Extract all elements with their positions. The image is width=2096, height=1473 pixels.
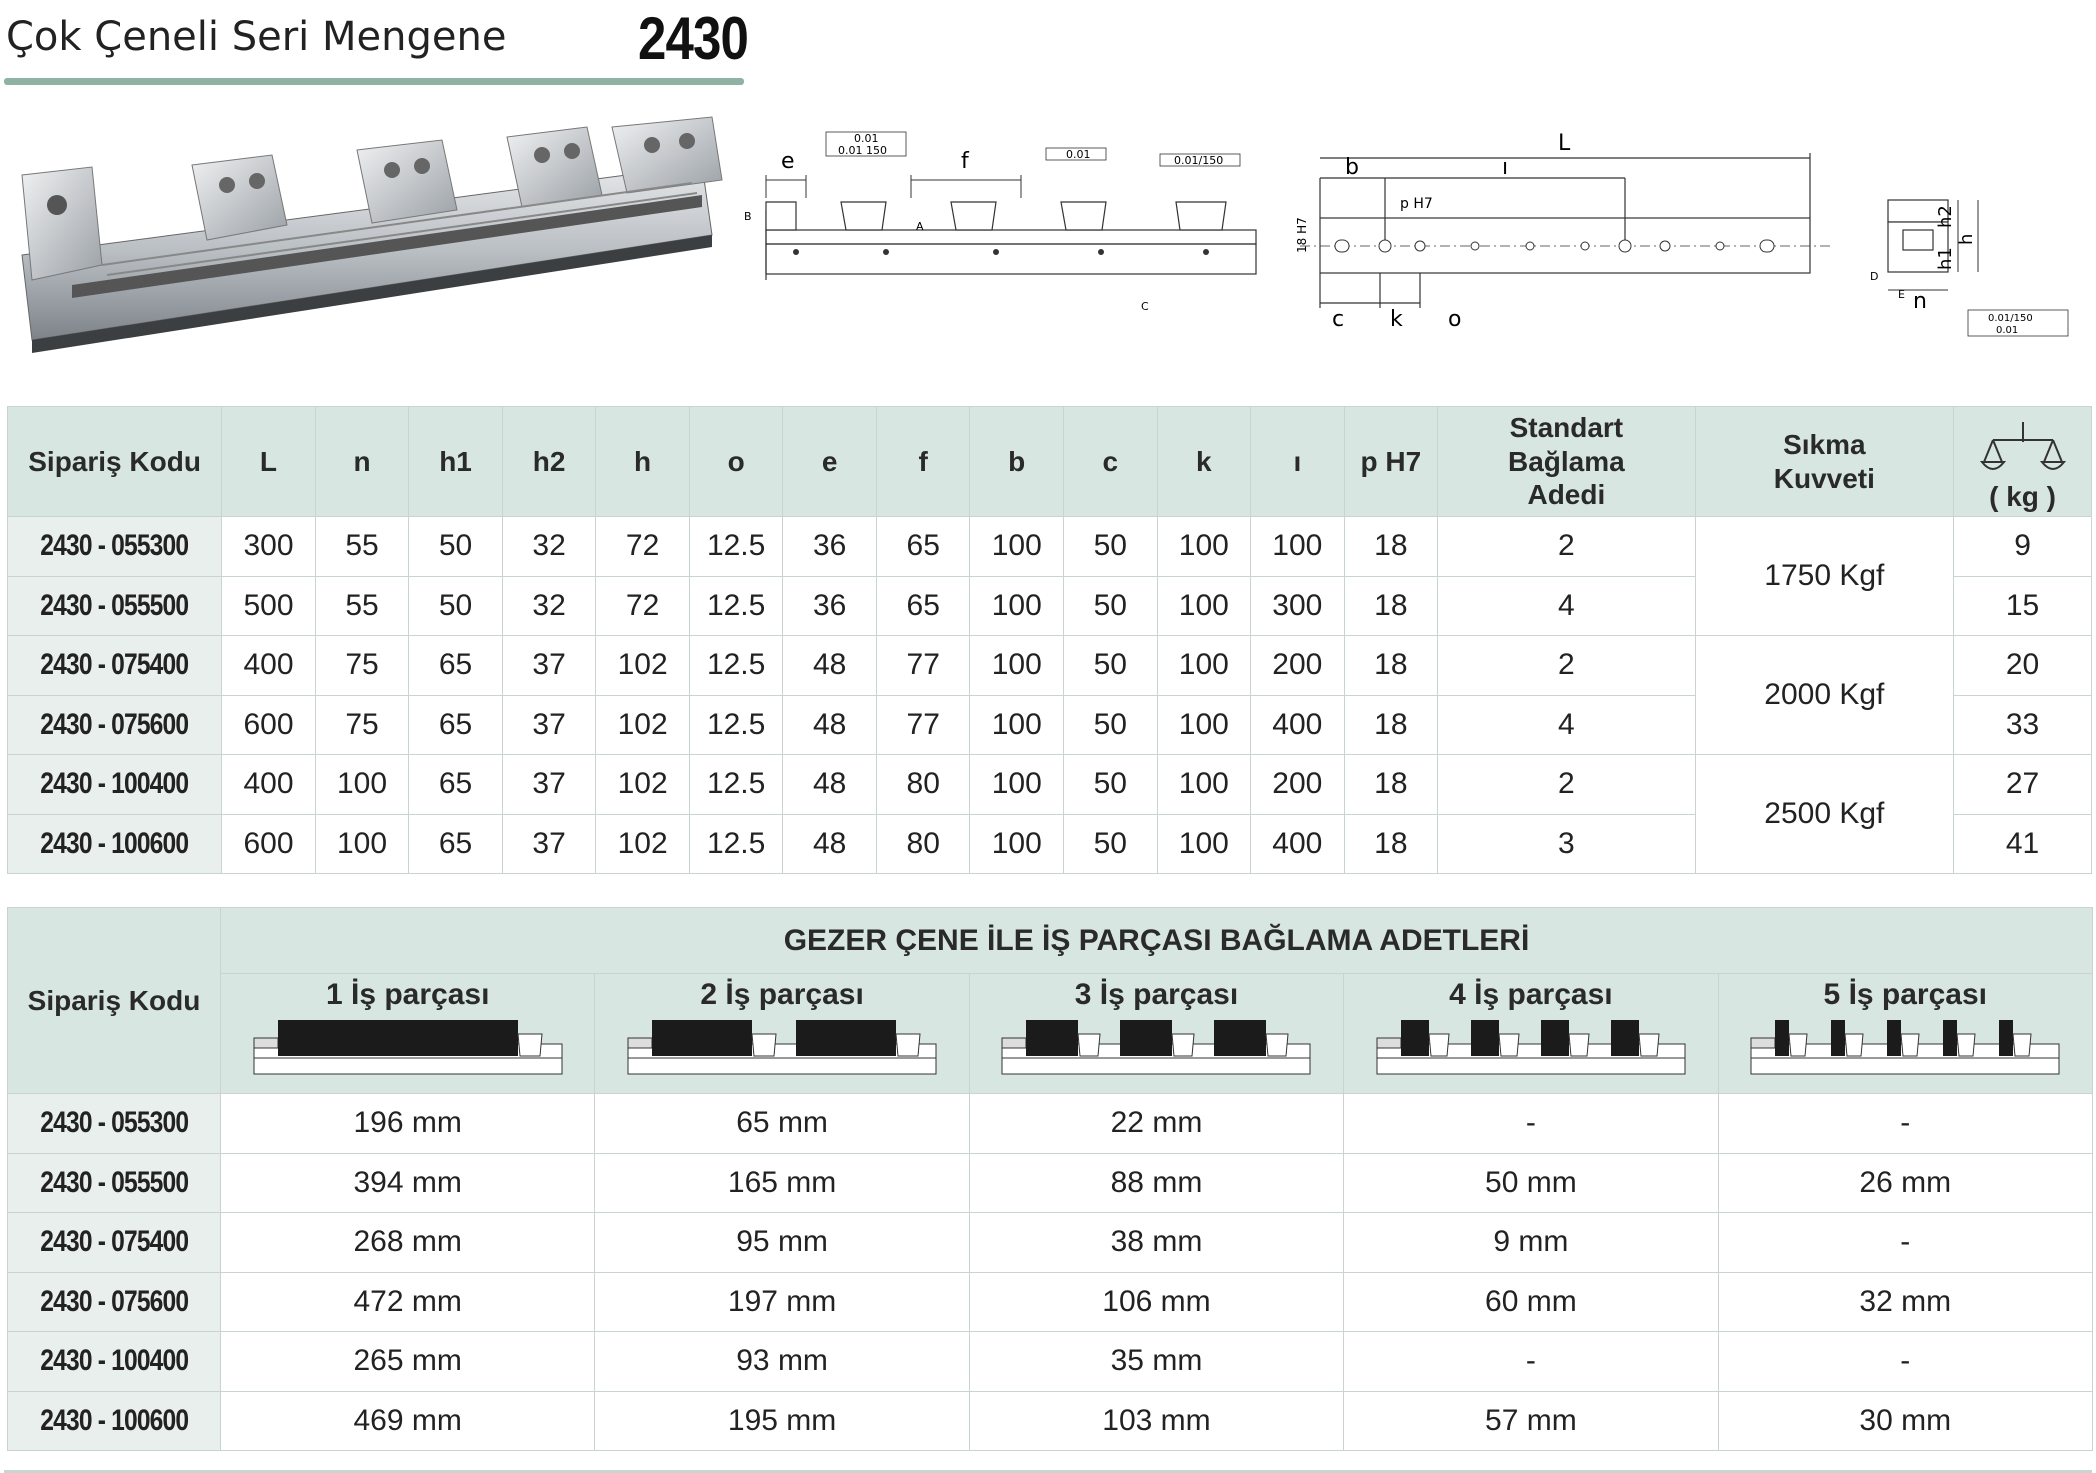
workpiece-col-1 (221, 974, 595, 1094)
tol-5: 0.01/150 (1988, 313, 2033, 324)
dim-L: L (1558, 131, 1571, 156)
tol-4: 0.01/150 (1174, 154, 1224, 167)
table-row (8, 1391, 2093, 1451)
header-cell: Sipariş Kodu (8, 407, 222, 517)
header-cell: Sıkma Kuvveti (1695, 407, 1953, 517)
spec-table (7, 406, 2092, 874)
cell: 36 (783, 576, 877, 636)
cell: 12.5 (689, 517, 783, 577)
workpiece-4-diagram (1375, 1020, 1687, 1076)
cell: 500 (222, 576, 316, 636)
cell: 197 mm (595, 1272, 969, 1332)
cell: 77 (876, 636, 970, 696)
header-cell: e (783, 407, 877, 517)
dim-pH7: p H7 (1400, 196, 1433, 212)
cell: 4 (1438, 576, 1695, 636)
cell: 77 (876, 695, 970, 755)
cell: 65 (876, 517, 970, 577)
cell: 65 (876, 576, 970, 636)
cell: 36 (783, 517, 877, 577)
weight-cell: 27 (1954, 755, 2092, 815)
cell: 472 mm (221, 1272, 595, 1332)
cell: 4 (1438, 695, 1695, 755)
dim-k: k (1390, 307, 1403, 332)
tol-3: 0.01 (1066, 148, 1091, 161)
workpiece-label: 5 İş parçası (1823, 978, 1987, 1011)
workpiece-2-diagram (626, 1020, 938, 1076)
ref-d: D (1870, 270, 1879, 283)
dim-h1: h1 (1935, 247, 1956, 270)
cell: 400 (222, 636, 316, 696)
order-code: 2430 - 075400 (8, 1213, 221, 1273)
weight-cell: 9 (1954, 517, 2092, 577)
cell: 75 (315, 636, 409, 696)
cell: 100 (1157, 695, 1251, 755)
cell: 26 mm (1718, 1153, 2092, 1213)
cell: 37 (502, 814, 596, 874)
workpiece-3-diagram (1000, 1020, 1312, 1076)
cell: 32 (502, 576, 596, 636)
cell: 50 (409, 517, 503, 577)
cell: 48 (783, 695, 877, 755)
cell: 102 (596, 695, 690, 755)
cell: 37 (502, 755, 596, 815)
cell: 50 (1064, 636, 1158, 696)
cell: 18 (1344, 695, 1438, 755)
weight-header (1954, 407, 2092, 517)
cell: 100 (315, 814, 409, 874)
cell: 65 (409, 755, 503, 815)
cell: 100 (1157, 517, 1251, 577)
cell: 102 (596, 636, 690, 696)
weight-cell: 41 (1954, 814, 2092, 874)
cell: 93 mm (595, 1332, 969, 1392)
order-code: 2430 - 100400 (8, 755, 222, 815)
cell: 268 mm (221, 1213, 595, 1273)
end-view-drawing (1868, 190, 2090, 345)
cell: 100 (1157, 755, 1251, 815)
tol-1: 0.01 (854, 132, 879, 145)
code-header: Sipariş Kodu (8, 908, 221, 1094)
cell: 80 (876, 814, 970, 874)
cell: 50 mm (1344, 1153, 1718, 1213)
tol-2: 0.01 150 (838, 144, 887, 157)
cell: 48 (783, 636, 877, 696)
cell: - (1344, 1332, 1718, 1392)
cell: 18 (1344, 576, 1438, 636)
cell: 37 (502, 636, 596, 696)
cell: 106 mm (969, 1272, 1343, 1332)
cell: 22 mm (969, 1094, 1343, 1154)
cell: 102 (596, 814, 690, 874)
ref-c: C (1141, 300, 1149, 313)
header-cell: k (1157, 407, 1251, 517)
cell: 100 (970, 517, 1064, 577)
order-code: 2430 - 055500 (8, 576, 222, 636)
cell: 32 mm (1718, 1272, 2092, 1332)
cell: 72 (596, 517, 690, 577)
header-cell: ı (1251, 407, 1345, 517)
cell: 400 (222, 755, 316, 815)
workpiece-col-3 (969, 974, 1343, 1094)
workpiece-label: 1 İş parçası (325, 978, 490, 1011)
dim-n: n (1913, 289, 1927, 314)
cell: 80 (876, 755, 970, 815)
cell: 100 (970, 755, 1064, 815)
workpiece-label: 4 İş parçası (1449, 978, 1613, 1011)
header-cell: h1 (409, 407, 503, 517)
cell: 12.5 (689, 576, 783, 636)
clamp-force: 2000 Kgf (1695, 636, 1953, 755)
cell: 50 (1064, 695, 1158, 755)
cell: 30 mm (1718, 1391, 2092, 1451)
cell: 65 (409, 636, 503, 696)
cell: 200 (1251, 636, 1345, 696)
header-cell: f (876, 407, 970, 517)
workpiece-col-5 (1718, 974, 2092, 1094)
cell: 103 mm (969, 1391, 1343, 1451)
cell: 394 mm (221, 1153, 595, 1213)
cell: 100 (1157, 814, 1251, 874)
ref-b: B (744, 210, 752, 223)
top-view-drawing (1290, 128, 1850, 333)
workpiece-1-diagram (252, 1020, 564, 1076)
ref-a: A (916, 220, 924, 233)
cell: 50 (1064, 755, 1158, 815)
cell: 400 (1251, 695, 1345, 755)
scale-icon (1978, 418, 2068, 480)
cell: 600 (222, 814, 316, 874)
header-cell: p H7 (1344, 407, 1438, 517)
cell: 12.5 (689, 695, 783, 755)
cell: 38 mm (969, 1213, 1343, 1273)
dim-c: c (1332, 307, 1345, 332)
clamp-header-row (8, 908, 2093, 974)
weight-unit: ( kg ) (1989, 481, 2056, 513)
cell: - (1718, 1213, 2092, 1273)
table-row (8, 1213, 2093, 1273)
cell: 18 (1344, 636, 1438, 696)
weight-cell: 15 (1954, 576, 2092, 636)
table-row (8, 1332, 2093, 1392)
cell: 600 (222, 695, 316, 755)
dim-b: b (1345, 155, 1359, 180)
order-code: 2430 - 055300 (8, 517, 222, 577)
cell: 100 (315, 755, 409, 815)
cell: 35 mm (969, 1332, 1343, 1392)
cell: 50 (1064, 814, 1158, 874)
clamp-force: 1750 Kgf (1695, 517, 1953, 636)
dim-h: h (1956, 233, 1977, 245)
cell: - (1718, 1094, 2092, 1154)
product-code: 2430 (638, 5, 749, 72)
cell: 55 (315, 576, 409, 636)
cell: 37 (502, 695, 596, 755)
cell: - (1718, 1332, 2092, 1392)
cell: 65 mm (595, 1094, 969, 1154)
cell: 100 (970, 695, 1064, 755)
table-row (8, 636, 2092, 696)
order-code: 2430 - 100600 (8, 814, 222, 874)
cell: 102 (596, 755, 690, 815)
weight-cell: 33 (1954, 695, 2092, 755)
cell: 65 (409, 695, 503, 755)
dim-o: o (1448, 307, 1462, 332)
order-code: 2430 - 075400 (8, 636, 222, 696)
title-underline (4, 78, 744, 85)
cell: 2 (1438, 755, 1695, 815)
cell: 48 (783, 755, 877, 815)
header-cell: Standart Bağlama Adedi (1438, 407, 1695, 517)
cell: 469 mm (221, 1391, 595, 1451)
header-cell: c (1064, 407, 1158, 517)
cell: 100 (970, 576, 1064, 636)
dim-e: e (781, 149, 795, 174)
cell: 100 (1157, 576, 1251, 636)
cell: 100 (1251, 517, 1345, 577)
dim-f: f (961, 149, 969, 174)
header-cell: L (222, 407, 316, 517)
clamp-subheader-row (8, 974, 2093, 1094)
header-cell: b (970, 407, 1064, 517)
header-cell: n (315, 407, 409, 517)
cell: 12.5 (689, 814, 783, 874)
table-row (8, 1094, 2093, 1154)
cell: 48 (783, 814, 877, 874)
cell: 12.5 (689, 755, 783, 815)
cell: 2 (1438, 517, 1695, 577)
cell: 9 mm (1344, 1213, 1718, 1273)
cell: 165 mm (595, 1153, 969, 1213)
workpiece-label: 3 İş parçası (1074, 978, 1239, 1011)
workpiece-col-2 (595, 974, 969, 1094)
table-row (8, 755, 2092, 815)
cell: 50 (409, 576, 503, 636)
cell: 57 mm (1344, 1391, 1718, 1451)
page-title: Çok Çeneli Seri Mengene (6, 14, 507, 60)
cell: - (1344, 1094, 1718, 1154)
cell: 72 (596, 576, 690, 636)
dim-18h7: 18 H7 (1295, 217, 1309, 253)
clamp-main-header: GEZER ÇENE İLE İŞ PARÇASI BAĞLAMA ADETLERİ (221, 908, 2093, 974)
side-view-drawing (736, 130, 1276, 330)
order-code: 2430 - 075600 (8, 695, 222, 755)
cell: 18 (1344, 517, 1438, 577)
cell: 32 (502, 517, 596, 577)
clamping-table (7, 907, 2093, 1451)
cell: 50 (1064, 517, 1158, 577)
header-cell: h (596, 407, 690, 517)
cell: 75 (315, 695, 409, 755)
cell: 200 (1251, 755, 1345, 815)
cell: 265 mm (221, 1332, 595, 1392)
cell: 195 mm (595, 1391, 969, 1451)
cell: 100 (1157, 636, 1251, 696)
workpiece-col-4 (1344, 974, 1718, 1094)
cell: 95 mm (595, 1213, 969, 1273)
table-row (8, 517, 2092, 577)
order-code: 2430 - 055500 (8, 1153, 221, 1213)
table-row (8, 1272, 2093, 1332)
cell: 300 (1251, 576, 1345, 636)
weight-cell: 20 (1954, 636, 2092, 696)
spec-header-row (8, 407, 2092, 517)
cell: 65 (409, 814, 503, 874)
ref-e: E (1898, 288, 1905, 301)
cell: 12.5 (689, 636, 783, 696)
cell: 60 mm (1344, 1272, 1718, 1332)
cell: 2 (1438, 636, 1695, 696)
order-code: 2430 - 055300 (8, 1094, 221, 1154)
cell: 3 (1438, 814, 1695, 874)
cell: 300 (222, 517, 316, 577)
workpiece-5-diagram (1749, 1020, 2061, 1076)
clamp-force: 2500 Kgf (1695, 755, 1953, 874)
workpiece-label: 2 İş parçası (700, 978, 864, 1011)
header-cell: h2 (502, 407, 596, 517)
vise-product-photo (12, 115, 732, 355)
cell: 88 mm (969, 1153, 1343, 1213)
cell: 196 mm (221, 1094, 595, 1154)
cell: 55 (315, 517, 409, 577)
cell: 100 (970, 636, 1064, 696)
order-code: 2430 - 100400 (8, 1332, 221, 1392)
cell: 400 (1251, 814, 1345, 874)
dim-h2: h2 (1935, 205, 1956, 228)
cell: 50 (1064, 576, 1158, 636)
dim-l: ı (1502, 155, 1509, 180)
header-cell: o (689, 407, 783, 517)
order-code: 2430 - 075600 (8, 1272, 221, 1332)
order-code: 2430 - 100600 (8, 1391, 221, 1451)
cell: 18 (1344, 755, 1438, 815)
tol-6: 0.01 (1996, 325, 2019, 336)
cell: 100 (970, 814, 1064, 874)
cell: 18 (1344, 814, 1438, 874)
table-row (8, 1153, 2093, 1213)
